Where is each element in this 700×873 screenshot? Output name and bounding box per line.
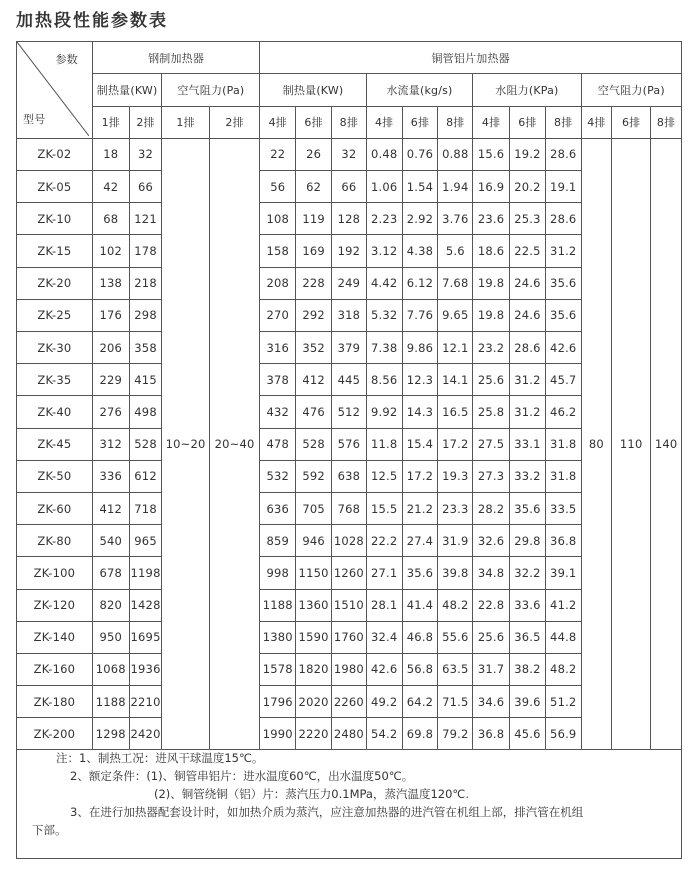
- cu-heat-6row: 528: [296, 428, 332, 460]
- cu-heat-4row: 22: [260, 138, 296, 170]
- water-res-4row: 18.6: [473, 235, 510, 267]
- water-flow-6row: 2.92: [402, 203, 438, 235]
- copper-air-resistance-header: 空气阻力(Pa): [581, 74, 681, 106]
- steel-heat-2row: 32: [129, 138, 162, 170]
- note-line: 3、在进行加热器配套设计时，如加热介质为蒸汽，应注意加热器的进汽管在机组上部，排汽管在机组: [70, 805, 584, 819]
- cu-heat-8row: 1980: [332, 653, 367, 685]
- model-cell: ZK-50: [17, 460, 93, 492]
- water-res-8row: 28.6: [545, 203, 581, 235]
- water-flow-4row: 0.48: [366, 138, 402, 170]
- water-flow-6row: 35.6: [402, 557, 438, 589]
- steel-heat-2row: 2420: [129, 718, 162, 750]
- note-line: 下部。: [32, 823, 67, 837]
- water-res-8row: 35.6: [545, 267, 581, 299]
- water-flow-8row: 48.2: [438, 589, 473, 621]
- steel-heat-2row: 415: [129, 364, 162, 396]
- water-res-6row: 20.2: [510, 171, 546, 203]
- model-cell: ZK-40: [17, 396, 93, 428]
- steel-heat-1row: 206: [92, 332, 129, 364]
- water-flow-6row: 4.38: [402, 235, 438, 267]
- model-cell: ZK-120: [17, 589, 93, 621]
- cu-heat-8row: 1028: [332, 525, 367, 557]
- rows-label: 4排: [260, 106, 296, 138]
- cu-air-8row: 140: [651, 138, 682, 750]
- water-res-6row: 38.2: [510, 653, 546, 685]
- page-title: 加热段性能参数表: [16, 11, 168, 31]
- water-res-4row: 34.8: [473, 557, 510, 589]
- cu-heat-6row: 592: [296, 460, 332, 492]
- steel-heat-2row: 358: [129, 332, 162, 364]
- water-res-6row: 28.6: [510, 332, 546, 364]
- model-cell: ZK-20: [17, 267, 93, 299]
- water-flow-8row: 14.1: [438, 364, 473, 396]
- note-line: (2)、铜管绕铜（铝）片：蒸汽压力0.1MPa，蒸汽温度120℃.: [154, 787, 469, 801]
- cu-heat-6row: 412: [296, 364, 332, 396]
- cu-heat-8row: 512: [332, 396, 367, 428]
- cu-heat-4row: 316: [260, 332, 296, 364]
- cu-heat-4row: 432: [260, 396, 296, 428]
- water-res-8row: 44.8: [545, 621, 581, 653]
- water-flow-8row: 55.6: [438, 621, 473, 653]
- water-flow-4row: 5.32: [366, 299, 402, 331]
- water-flow-8row: 39.8: [438, 557, 473, 589]
- cu-heat-8row: 128: [332, 203, 367, 235]
- cu-air-4row: 80: [581, 138, 612, 750]
- water-flow-8row: 17.2: [438, 428, 473, 460]
- table-row: [17, 138, 682, 170]
- steel-heat-1row: 950: [92, 621, 129, 653]
- water-flow-8row: 5.6: [438, 235, 473, 267]
- water-flow-4row: 12.5: [366, 460, 402, 492]
- water-flow-6row: 6.12: [402, 267, 438, 299]
- water-flow-6row: 69.8: [402, 718, 438, 750]
- water-res-4row: 15.6: [473, 138, 510, 170]
- rows-label: 6排: [402, 106, 438, 138]
- model-cell: ZK-180: [17, 686, 93, 718]
- copper-water-resistance-header: 水阻力(KPa): [473, 74, 582, 106]
- steel-air-2row: 20~40: [209, 138, 260, 750]
- water-flow-4row: 15.5: [366, 492, 402, 524]
- steel-heat-2row: 66: [129, 171, 162, 203]
- model-cell: ZK-30: [17, 332, 93, 364]
- cu-heat-6row: 2020: [296, 686, 332, 718]
- cu-heat-8row: 2480: [332, 718, 367, 750]
- cu-heat-8row: 66: [332, 171, 367, 203]
- water-res-6row: 29.8: [510, 525, 546, 557]
- steel-heat-1row: 540: [92, 525, 129, 557]
- water-res-8row: 19.1: [545, 171, 581, 203]
- cu-heat-4row: 859: [260, 525, 296, 557]
- steel-heat-2row: 2210: [129, 686, 162, 718]
- water-res-4row: 22.8: [473, 589, 510, 621]
- steel-heat-2row: 612: [129, 460, 162, 492]
- steel-heater-group: 钢制加热器: [92, 42, 260, 74]
- water-flow-4row: 22.2: [366, 525, 402, 557]
- rows-label: 8排: [545, 106, 581, 138]
- header-row-groups: [17, 42, 682, 74]
- cu-heat-8row: 2260: [332, 686, 367, 718]
- steel-heat-2row: 528: [129, 428, 162, 460]
- cu-heat-6row: 62: [296, 171, 332, 203]
- water-res-6row: 25.3: [510, 203, 546, 235]
- water-res-6row: 19.2: [510, 138, 546, 170]
- water-flow-4row: 27.1: [366, 557, 402, 589]
- water-flow-4row: 54.2: [366, 718, 402, 750]
- water-flow-6row: 56.8: [402, 653, 438, 685]
- copper-heater-group: 铜管铝片加热器: [260, 42, 682, 74]
- water-flow-8row: 12.1: [438, 332, 473, 364]
- water-res-8row: 42.6: [545, 332, 581, 364]
- water-res-8row: 35.6: [545, 299, 581, 331]
- water-flow-6row: 27.4: [402, 525, 438, 557]
- cu-heat-6row: 352: [296, 332, 332, 364]
- water-res-8row: 33.5: [545, 492, 581, 524]
- water-res-4row: 16.9: [473, 171, 510, 203]
- cu-heat-6row: 1150: [296, 557, 332, 589]
- steel-heat-2row: 1428: [129, 589, 162, 621]
- cu-heat-6row: 292: [296, 299, 332, 331]
- water-res-4row: 32.6: [473, 525, 510, 557]
- water-res-6row: 33.1: [510, 428, 546, 460]
- water-flow-6row: 17.2: [402, 460, 438, 492]
- steel-heat-1row: 412: [92, 492, 129, 524]
- cu-heat-4row: 1188: [260, 589, 296, 621]
- steel-heat-2row: 298: [129, 299, 162, 331]
- model-label: 型号: [23, 112, 46, 126]
- corner-cell: [17, 42, 93, 139]
- water-res-8row: 51.2: [545, 686, 581, 718]
- cu-heat-8row: 768: [332, 492, 367, 524]
- water-res-8row: 31.2: [545, 235, 581, 267]
- cu-air-6row: 110: [612, 138, 651, 750]
- water-flow-4row: 7.38: [366, 332, 402, 364]
- cu-heat-4row: 478: [260, 428, 296, 460]
- rows-label: 1排: [92, 106, 129, 138]
- water-res-4row: 28.2: [473, 492, 510, 524]
- water-res-4row: 34.6: [473, 686, 510, 718]
- note-line: 2、额定条件：(1)、铜管串铝片：进水温度60℃，出水温度50℃。: [70, 769, 414, 783]
- steel-heat-header: 制热量(KW): [92, 74, 162, 106]
- water-flow-8row: 79.2: [438, 718, 473, 750]
- cu-heat-6row: 119: [296, 203, 332, 235]
- model-cell: ZK-80: [17, 525, 93, 557]
- water-res-6row: 24.6: [510, 299, 546, 331]
- model-cell: ZK-02: [17, 138, 93, 170]
- steel-heat-1row: 176: [92, 299, 129, 331]
- steel-heat-1row: 18: [92, 138, 129, 170]
- water-res-6row: 45.6: [510, 718, 546, 750]
- cu-heat-6row: 1820: [296, 653, 332, 685]
- water-flow-6row: 0.76: [402, 138, 438, 170]
- water-res-4row: 19.8: [473, 299, 510, 331]
- water-res-4row: 19.8: [473, 267, 510, 299]
- steel-heat-1row: 68: [92, 203, 129, 235]
- water-res-4row: 36.8: [473, 718, 510, 750]
- water-res-4row: 27.5: [473, 428, 510, 460]
- param-label: 参数: [55, 53, 78, 66]
- water-flow-4row: 49.2: [366, 686, 402, 718]
- steel-heat-2row: 498: [129, 396, 162, 428]
- water-flow-4row: 8.56: [366, 364, 402, 396]
- rows-label: 8排: [438, 106, 473, 138]
- rows-label: 2排: [129, 106, 162, 138]
- water-flow-4row: 11.8: [366, 428, 402, 460]
- water-res-4row: 25.6: [473, 364, 510, 396]
- header-row-rows: [17, 106, 682, 138]
- cu-heat-8row: 1260: [332, 557, 367, 589]
- water-res-8row: 36.8: [545, 525, 581, 557]
- cu-heat-4row: 108: [260, 203, 296, 235]
- model-cell: ZK-140: [17, 621, 93, 653]
- model-cell: ZK-200: [17, 718, 93, 750]
- water-res-8row: 56.9: [545, 718, 581, 750]
- cu-heat-8row: 32: [332, 138, 367, 170]
- copper-heat-header: 制热量(KW): [260, 74, 366, 106]
- cu-heat-4row: 270: [260, 299, 296, 331]
- cu-heat-8row: 638: [332, 460, 367, 492]
- water-res-4row: 27.3: [473, 460, 510, 492]
- steel-heat-1row: 312: [92, 428, 129, 460]
- steel-heat-1row: 229: [92, 364, 129, 396]
- model-cell: ZK-160: [17, 653, 93, 685]
- water-res-6row: 31.2: [510, 396, 546, 428]
- water-flow-4row: 2.23: [366, 203, 402, 235]
- copper-water-flow-header: 水流量(kg/s): [366, 74, 472, 106]
- rows-label: 6排: [510, 106, 546, 138]
- water-flow-6row: 41.4: [402, 589, 438, 621]
- steel-heat-1row: 1188: [92, 686, 129, 718]
- model-cell: ZK-05: [17, 171, 93, 203]
- water-flow-4row: 1.06: [366, 171, 402, 203]
- steel-heat-1row: 102: [92, 235, 129, 267]
- rows-label: 6排: [296, 106, 332, 138]
- cu-heat-8row: 1760: [332, 621, 367, 653]
- water-res-6row: 31.2: [510, 364, 546, 396]
- cu-heat-8row: 445: [332, 364, 367, 396]
- cu-heat-6row: 1360: [296, 589, 332, 621]
- water-flow-4row: 3.12: [366, 235, 402, 267]
- cu-heat-6row: 228: [296, 267, 332, 299]
- rows-label: 4排: [366, 106, 402, 138]
- cu-heat-4row: 158: [260, 235, 296, 267]
- model-cell: ZK-15: [17, 235, 93, 267]
- water-flow-8row: 31.9: [438, 525, 473, 557]
- cu-heat-4row: 636: [260, 492, 296, 524]
- model-cell: ZK-45: [17, 428, 93, 460]
- water-res-8row: 31.8: [545, 460, 581, 492]
- cu-heat-6row: 2220: [296, 718, 332, 750]
- steel-heat-2row: 121: [129, 203, 162, 235]
- water-flow-6row: 7.76: [402, 299, 438, 331]
- steel-heat-1row: 1068: [92, 653, 129, 685]
- water-flow-6row: 14.3: [402, 396, 438, 428]
- water-res-8row: 31.8: [545, 428, 581, 460]
- water-flow-6row: 1.54: [402, 171, 438, 203]
- parameter-table: [16, 41, 682, 750]
- cu-heat-8row: 379: [332, 332, 367, 364]
- water-res-6row: 33.6: [510, 589, 546, 621]
- cu-heat-8row: 318: [332, 299, 367, 331]
- water-flow-8row: 9.65: [438, 299, 473, 331]
- steel-heat-1row: 42: [92, 171, 129, 203]
- steel-heat-1row: 138: [92, 267, 129, 299]
- rows-label: 8排: [651, 106, 682, 138]
- rows-label: 2排: [209, 106, 260, 138]
- rows-label: 6排: [612, 106, 651, 138]
- water-res-8row: 48.2: [545, 653, 581, 685]
- water-flow-8row: 1.94: [438, 171, 473, 203]
- steel-heat-2row: 1695: [129, 621, 162, 653]
- steel-heat-2row: 218: [129, 267, 162, 299]
- cu-heat-8row: 192: [332, 235, 367, 267]
- water-res-4row: 25.6: [473, 621, 510, 653]
- cu-heat-4row: 1990: [260, 718, 296, 750]
- model-cell: ZK-10: [17, 203, 93, 235]
- water-res-4row: 23.2: [473, 332, 510, 364]
- water-res-6row: 24.6: [510, 267, 546, 299]
- cu-heat-4row: 1380: [260, 621, 296, 653]
- water-flow-6row: 64.2: [402, 686, 438, 718]
- steel-heat-1row: 1298: [92, 718, 129, 750]
- water-flow-8row: 7.68: [438, 267, 473, 299]
- water-flow-8row: 0.88: [438, 138, 473, 170]
- steel-heat-2row: 1198: [129, 557, 162, 589]
- cu-heat-6row: 705: [296, 492, 332, 524]
- water-flow-4row: 32.4: [366, 621, 402, 653]
- cu-heat-4row: 378: [260, 364, 296, 396]
- water-flow-4row: 4.42: [366, 267, 402, 299]
- water-flow-4row: 9.92: [366, 396, 402, 428]
- steel-air-resistance-header: 空气阻力(Pa): [162, 74, 260, 106]
- steel-heat-2row: 178: [129, 235, 162, 267]
- model-cell: ZK-60: [17, 492, 93, 524]
- cu-heat-4row: 1796: [260, 686, 296, 718]
- cu-heat-6row: 1590: [296, 621, 332, 653]
- water-res-8row: 46.2: [545, 396, 581, 428]
- steel-heat-1row: 678: [92, 557, 129, 589]
- water-flow-8row: 3.76: [438, 203, 473, 235]
- water-res-6row: 35.6: [510, 492, 546, 524]
- water-flow-8row: 19.3: [438, 460, 473, 492]
- cu-heat-6row: 946: [296, 525, 332, 557]
- cu-heat-6row: 26: [296, 138, 332, 170]
- water-flow-6row: 46.8: [402, 621, 438, 653]
- water-res-6row: 22.5: [510, 235, 546, 267]
- cu-heat-6row: 476: [296, 396, 332, 428]
- steel-heat-1row: 336: [92, 460, 129, 492]
- water-res-6row: 39.6: [510, 686, 546, 718]
- model-cell: ZK-100: [17, 557, 93, 589]
- rows-label: 1排: [162, 106, 209, 138]
- model-cell: ZK-35: [17, 364, 93, 396]
- cu-heat-4row: 1578: [260, 653, 296, 685]
- water-flow-8row: 23.3: [438, 492, 473, 524]
- water-flow-4row: 42.6: [366, 653, 402, 685]
- rows-label: 4排: [581, 106, 612, 138]
- water-res-6row: 36.5: [510, 621, 546, 653]
- water-res-8row: 45.7: [545, 364, 581, 396]
- cu-heat-4row: 56: [260, 171, 296, 203]
- cu-heat-6row: 169: [296, 235, 332, 267]
- rows-label: 4排: [473, 106, 510, 138]
- cu-heat-4row: 532: [260, 460, 296, 492]
- water-flow-8row: 71.5: [438, 686, 473, 718]
- water-flow-6row: 15.4: [402, 428, 438, 460]
- cu-heat-4row: 998: [260, 557, 296, 589]
- water-flow-6row: 9.86: [402, 332, 438, 364]
- cu-heat-4row: 208: [260, 267, 296, 299]
- header-row-metrics: [17, 74, 682, 106]
- steel-heat-1row: 820: [92, 589, 129, 621]
- water-res-4row: 23.6: [473, 203, 510, 235]
- notes-section: [32, 749, 676, 839]
- water-res-8row: 39.1: [545, 557, 581, 589]
- steel-heat-1row: 276: [92, 396, 129, 428]
- note-line: 注：1、制热工况：进风干球温度15℃。: [56, 751, 264, 765]
- water-res-6row: 33.2: [510, 460, 546, 492]
- rows-label: 8排: [332, 106, 367, 138]
- water-res-6row: 32.2: [510, 557, 546, 589]
- water-res-8row: 41.2: [545, 589, 581, 621]
- water-res-4row: 31.7: [473, 653, 510, 685]
- model-cell: ZK-25: [17, 299, 93, 331]
- water-flow-6row: 12.3: [402, 364, 438, 396]
- water-res-8row: 28.6: [545, 138, 581, 170]
- cu-heat-8row: 576: [332, 428, 367, 460]
- steel-air-1row: 10~20: [162, 138, 209, 750]
- cu-heat-8row: 1510: [332, 589, 367, 621]
- cu-heat-8row: 249: [332, 267, 367, 299]
- steel-heat-2row: 718: [129, 492, 162, 524]
- water-flow-8row: 63.5: [438, 653, 473, 685]
- steel-heat-2row: 1936: [129, 653, 162, 685]
- water-flow-6row: 21.2: [402, 492, 438, 524]
- steel-heat-2row: 965: [129, 525, 162, 557]
- water-res-4row: 25.8: [473, 396, 510, 428]
- water-flow-8row: 16.5: [438, 396, 473, 428]
- water-flow-4row: 28.1: [366, 589, 402, 621]
